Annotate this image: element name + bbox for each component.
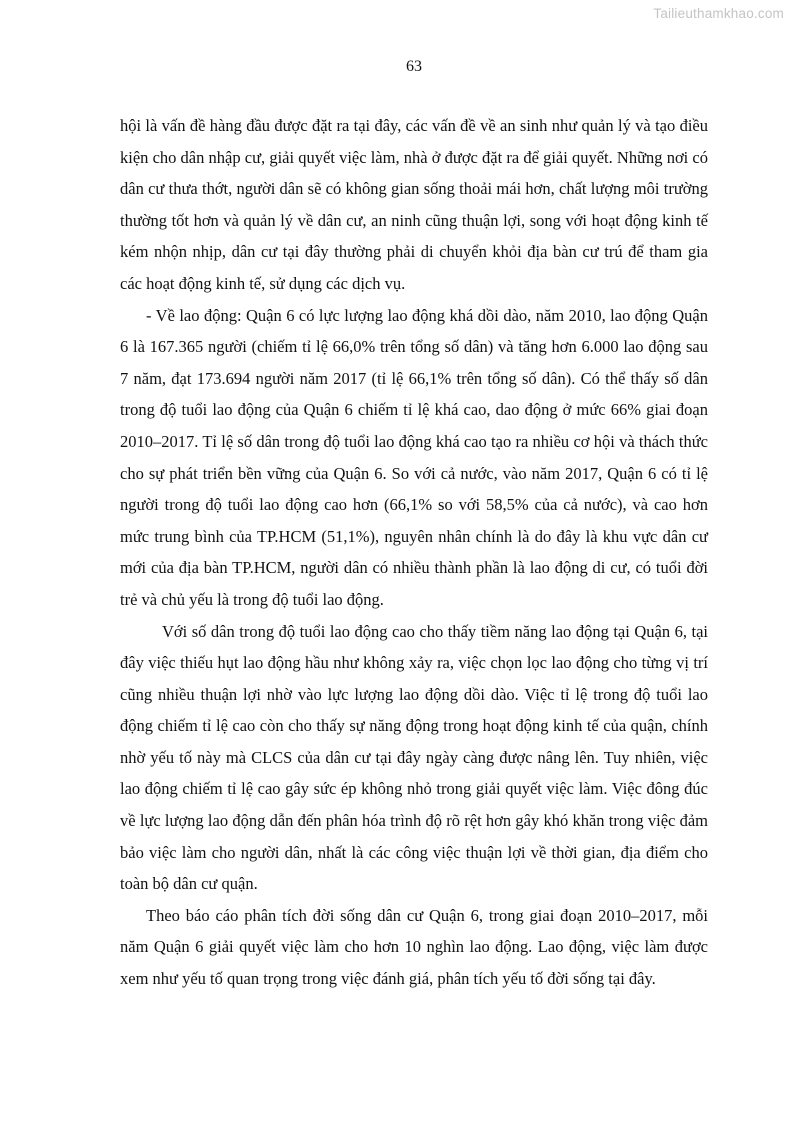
paragraph-employment-report: Theo báo cáo phân tích đời sống dân cư Quận 6, trong giai đoạn 2010–2017, mỗi năm Quận 6 giải quyết việc làm cho hơn 10 nghìn lao động. Lao động, việc làm được xem như yếu tố quan trọng trong việc đánh giá, phân tích yếu tố đời sống tại đây. xyxy=(120,905,708,989)
page-number: 63 xyxy=(406,58,422,75)
paragraph-social-issues: hội là vấn đề hàng đầu được đặt ra tại đây, các vấn đề về an sinh như quản lý và tạo điều kiện cho dân nhập cư, giải quyết việc làm, nhà ở được đặt ra để giải quyết. Những nơi có dân cư thưa thớt, người dân sẽ có không gian sống thoải mái hơn, chất lượng môi trường thường tốt hơn và quản lý về dân cư, an ninh cũng thuận lợi, song với hoạt động kinh tế kém nhộn nhịp, dân cư tại đây thường phải di chuyển khỏi địa bàn cư trú để tham gia các hoạt động kinh tế, sử dụng các dịch vụ. xyxy=(120,116,708,293)
paragraph-labor-potential: Với số dân trong độ tuổi lao động cao cho thấy tiềm năng lao động tại Quận 6, tại đây việc thiếu hụt lao động hầu như không xảy ra, việc chọn lọc lao động cho từng vị trí cũng nhiều thuận lợi nhờ vào lực lượng lao động dồi dào. Việc tỉ lệ trong độ tuổi lao động chiếm tỉ lệ cao còn cho thấy sự năng động trong hoạt động kinh tế của quận, chính nhờ yếu tố này mà CLCS của dân cư tại đây ngày càng được nâng lên. Tuy nhiên, việc lao động chiếm tỉ lệ cao gây sức ép không nhỏ trong giải quyết việc làm. Việc đông đúc về lực lượng lao động dẫn đến phân hóa trình độ rõ rệt hơn gây khó khăn trong việc đảm bảo việc làm cho người dân, nhất là các công việc thuận lợi về thời gian, địa điểm cho toàn bộ dân cư quận. xyxy=(120,621,708,894)
document-body xyxy=(120,110,708,995)
paragraph-labor-force: - Về lao động: Quận 6 có lực lượng lao động khá dồi dào, năm 2010, lao động Quận 6 là 167.365 người (chiếm tỉ lệ 66,0% trên tổng số dân) và tăng hơn 6.000 lao động sau 7 năm, đạt 173.694 người năm 2017 (tỉ lệ 66,1% trên tổng số dân). Có thể thấy số dân trong độ tuổi lao động của Quận 6 chiếm tỉ lệ khá cao, dao động ở mức 66% giai đoạn 2010–2017. Tỉ lệ số dân trong độ tuổi lao động khá cao tạo ra nhiều cơ hội và thách thức cho sự phát triển bền vững của Quận 6. So với cả nước, vào năm 2017, Quận 6 có tỉ lệ người trong độ tuổi lao động cao hơn (66,1% so với 58,5% của cả nước), và cao hơn mức trung bình của TP.HCM (51,1%), nguyên nhân chính là do đây là khu vực dân cư mới của địa bàn TP.HCM, người dân có nhiều thành phần là lao động di cư, có tuổi đời trẻ và chủ yếu là trong độ tuổi lao động. xyxy=(120,305,708,609)
watermark: Tailieuthamkhao.com xyxy=(653,6,784,21)
